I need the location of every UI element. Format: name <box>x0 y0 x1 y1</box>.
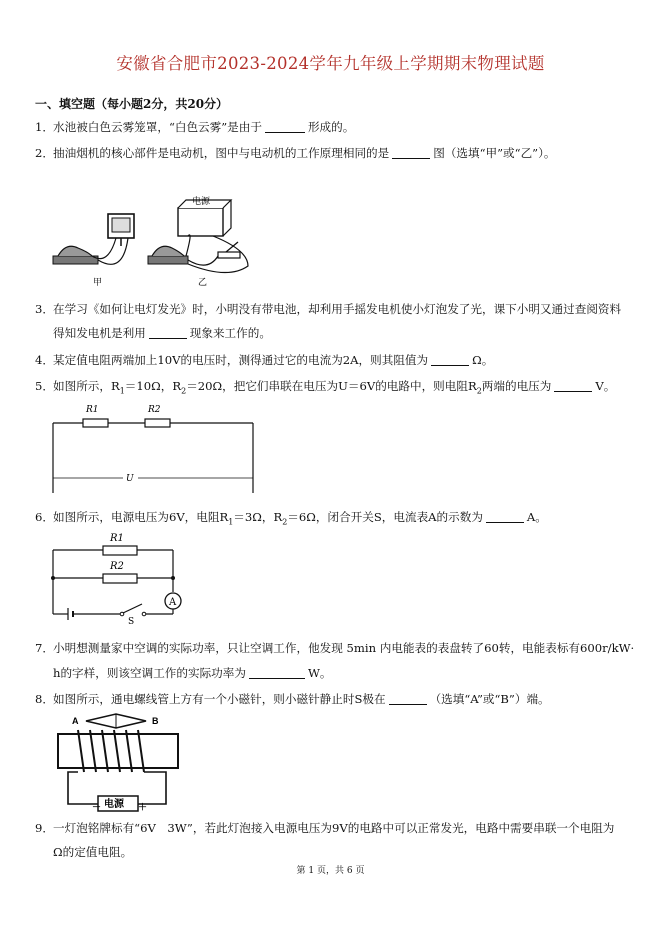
resistor-r2 <box>145 419 170 427</box>
coil-left <box>58 246 92 256</box>
parallel-circuit-figure <box>48 528 188 624</box>
question-text: 抽油烟机的核心部件是电动机，图中与电动机的工作原理相同的是 <box>53 146 390 160</box>
series-circuit-figure <box>48 398 268 498</box>
question-3 <box>35 297 635 321</box>
subscript: 1 <box>119 386 125 396</box>
question-text-end: A。 <box>526 510 547 524</box>
question-9 <box>35 816 635 840</box>
power-label: 电源 <box>104 799 124 810</box>
ammeter-label: A <box>169 597 177 608</box>
question-text: 在学习《如何让电灯发光》时，小明没有带电池，却利用手摇发电机使小灯泡发了光，课下小明又通过查阅资料 <box>53 302 622 316</box>
plus-sign: ＋ <box>138 803 148 812</box>
question-number: 1． <box>35 120 54 134</box>
question-text: h的字样，则该空调工作的实际功率为 <box>53 666 246 680</box>
question-number: 2． <box>35 146 54 160</box>
question-text: 小明想测量家中空调的实际功率，只让空调工作，他发现 5min 内电能表的表盘转了60转，电能表标有600r/kW· <box>53 641 635 655</box>
question-text-end: （选填“A”或“B”）端。 <box>429 692 550 706</box>
meter-face <box>112 218 130 232</box>
question-text-end: 现象来工作的。 <box>189 326 271 340</box>
question-text-end: Ω。 <box>472 353 494 367</box>
question-text: 如图所示，电源电压为6V，电阻R <box>53 510 229 524</box>
question-text: ＝6Ω，闭合开关S，电流表A的示数为 <box>287 510 483 524</box>
resistor-r2 <box>103 574 137 583</box>
question-text-end: 形成的。 <box>307 120 355 134</box>
question-7-cont <box>35 661 635 685</box>
label-r1: R1 <box>86 405 99 415</box>
power-box <box>178 208 223 236</box>
question-text: 某定值电阻两端加上10V的电压时，测得通过它的电流为2A，则其阻值为 <box>53 353 429 367</box>
power-label: 电源 <box>192 197 211 207</box>
question-4 <box>35 348 635 372</box>
question-number: 3． <box>35 302 54 316</box>
answer-blank[interactable] <box>149 324 187 339</box>
coil-right <box>152 246 184 256</box>
minus-sign: － <box>92 803 102 812</box>
figure-label-jia: 甲 <box>93 278 103 288</box>
answer-blank[interactable] <box>554 377 592 392</box>
question-text: 两端的电压为 <box>481 379 552 393</box>
question-text: 如图所示，通电螺线管上方有一个小磁针，则小磁针静止时S极在 <box>53 692 386 706</box>
answer-blank[interactable] <box>389 690 427 705</box>
question-number: 9． <box>35 821 54 835</box>
label-b: B <box>152 716 159 726</box>
question-9-cont <box>35 840 635 864</box>
switch <box>218 252 240 258</box>
page-footer: 第 1 页，共 6 页 <box>296 866 365 876</box>
page-title: 安徽省合肥市2023-2024学年九年级上学期期末物理试题 <box>116 54 545 73</box>
question-number: 8． <box>35 692 54 706</box>
answer-blank[interactable] <box>265 118 305 133</box>
magnet-base-right <box>148 256 188 264</box>
subscript: 2 <box>476 386 482 396</box>
question-text: 水池被白色云雾笼罩，“白色云雾”是由于 <box>53 120 262 134</box>
answer-blank[interactable] <box>392 144 430 159</box>
resistor-r1 <box>83 419 108 427</box>
question-number: 4． <box>35 353 54 367</box>
question-text-end: 图（选填“甲”或“乙”）。 <box>433 146 556 160</box>
question-text: 一灯泡铭牌标有“6V 3W”，若此灯泡接入电源电压为9V的电路中可以正常发光，电路中需要串联一个电阻为 <box>53 821 615 835</box>
label-r2: R2 <box>148 405 161 415</box>
question-1 <box>35 115 635 139</box>
section-heading: 一、填空题（每小题2分，共20分） <box>35 97 229 111</box>
question-text: 得知发电机是利用 <box>53 326 146 340</box>
question-number: 5． <box>35 379 54 393</box>
magnet-base-left <box>53 256 98 264</box>
question-text-end: V。 <box>595 379 616 393</box>
question-number: 6． <box>35 510 54 524</box>
question-text: ＝3Ω，R <box>233 510 283 524</box>
subscript: 1 <box>228 517 234 527</box>
resistor-r1 <box>103 546 137 555</box>
label-r2: R2 <box>110 561 124 572</box>
switch-s <box>123 604 142 613</box>
figure-label-yi: 乙 <box>198 278 208 288</box>
question-text: 如图所示，R <box>53 379 120 393</box>
question-text-end: W。 <box>307 666 332 680</box>
subscript: 2 <box>181 386 187 396</box>
question-text: ＝20Ω，把它们串联在电压为U＝6V的电路中，则电阻R <box>186 379 477 393</box>
motor-generator-figure <box>48 190 263 290</box>
label-r1: R1 <box>110 533 124 544</box>
answer-blank[interactable] <box>431 351 469 366</box>
label-u: U <box>126 474 134 484</box>
question-number: 7． <box>35 641 54 655</box>
solenoid-figure <box>48 712 188 812</box>
question-8 <box>35 687 635 711</box>
answer-blank[interactable] <box>249 664 305 679</box>
question-2 <box>35 141 635 165</box>
question-3-cont <box>35 321 635 345</box>
label-s: S <box>128 617 135 624</box>
question-text: Ω的定值电阻。 <box>53 845 133 859</box>
question-text: ＝10Ω，R <box>124 379 182 393</box>
subscript: 2 <box>282 517 288 527</box>
question-7 <box>35 636 635 660</box>
answer-blank[interactable] <box>486 508 524 523</box>
label-a: A <box>72 716 79 726</box>
